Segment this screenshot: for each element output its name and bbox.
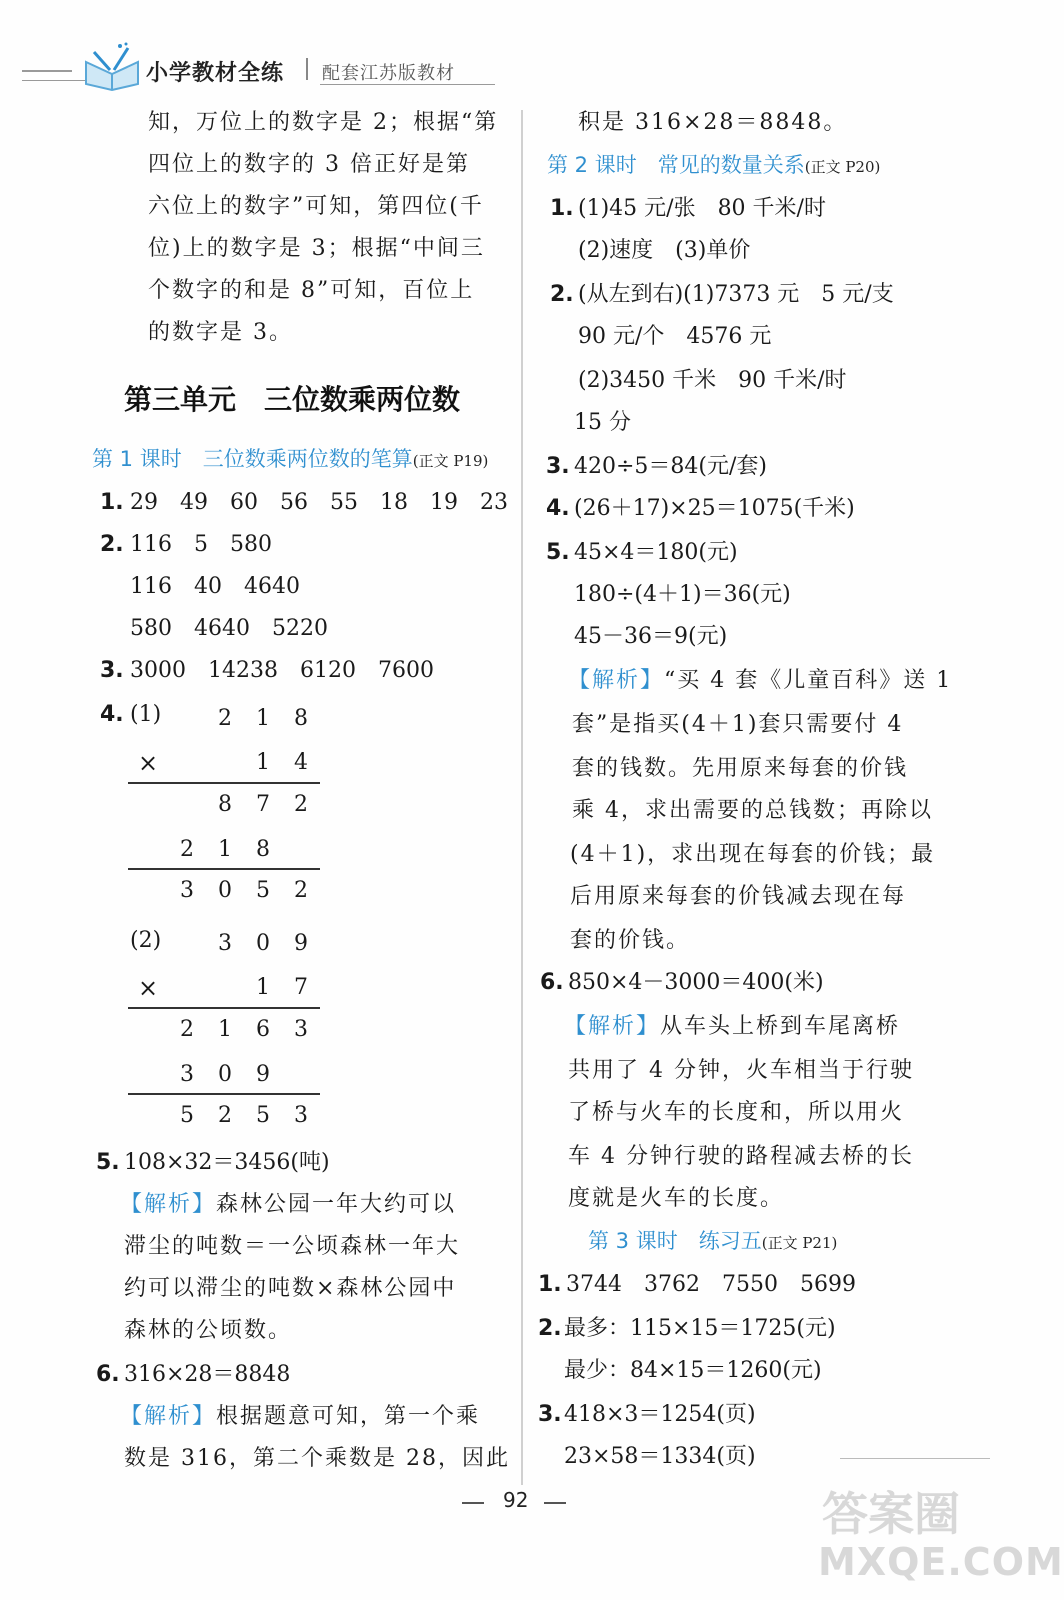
l-q5-analysis-tag: 【解析】 [120,1192,217,1217]
calc1-p1-d1: 8 [218,792,232,817]
calc2-mul-d2: 7 [294,975,308,1000]
r-q5-explanation-line-7: 套的价钱。 [570,928,691,953]
l-q5-explanation-line-3: 约可以滞尘的吨数×森林公园中 [124,1276,457,1301]
lesson-1-ref: (正文 P19) [412,452,489,470]
brand-separator [306,58,308,80]
r-q5-explanation-line-3: 套的钱数。先用原来每套的价钱 [572,756,909,781]
left-cont-line-4: 位)上的数字是 3；根据“中间三 [148,236,485,261]
l-q6-explanation-line-2: 数是 316，第二个乘数是 28，因此 [124,1446,510,1471]
r-q2-line-2: 90 元/个 4576 元 [578,324,772,349]
r-q4-number: 4. [546,496,570,521]
left-cont-line-3: 六位上的数字”可知，第四位(千 [148,194,484,219]
l-q5-explanation-line-2: 滞尘的吨数＝一公顷森林一年大 [124,1234,461,1259]
calc1-p2-d3: 8 [256,837,270,862]
r-q6-number: 6. [540,970,564,995]
calc2-top-d1: 3 [218,931,232,956]
left-cont-line-2: 四位上的数字的 3 倍正好是第 [148,152,470,177]
r-q1-line-2: (2)速度 (3)单价 [578,238,751,263]
page-dash-left [462,1502,484,1504]
lesson-3-title-text: 第 3 课时 练习五 [588,1229,762,1253]
l-q5-explanation-text-1: 森林公园一年大约可以 [216,1192,457,1217]
l-q6-analysis-tag: 【解析】 [120,1404,217,1429]
r-l3-q2-line-1: 最多：115×15＝1725(元) [564,1316,836,1341]
lesson-2-ref: (正文 P20) [804,158,881,176]
r-l3-q2-line-2: 最少：84×15＝1260(元) [564,1358,822,1383]
header-line-left [22,70,72,72]
calc2-res-d3: 5 [256,1103,270,1128]
unit-title: 第三单元 三位数乘两位数 [124,383,461,416]
r-l3-q1-answer: 3744 3762 7550 5699 [566,1272,856,1297]
brand-title: 小学教材全练 [146,61,285,86]
l-q5-explanation-line-4: 森林的公顷数。 [124,1318,293,1343]
calc1-p1-d2: 7 [256,792,270,817]
r-q6-explanation-line-2: 共用了 4 分钟，火车相当于行驶 [568,1058,914,1083]
calc2-times-sign: × [138,974,159,1002]
r-q5-line-2: 180÷(4＋1)＝36(元) [574,582,791,607]
calc1-top-d2: 1 [256,706,270,731]
r-q2-line-4: 15 分 [574,410,631,435]
calc2-rule-2 [128,1093,320,1095]
calc1-rule-1 [128,782,320,784]
left-cont-line-5: 个数字的和是 8”可知，百位上 [148,278,475,303]
l-q2-line-1: 116 5 580 [130,532,272,557]
lesson-2-title-text: 第 2 课时 常见的数量关系 [547,153,805,177]
calc1-res-d2: 0 [218,878,232,903]
r-l3-q2-number: 2. [538,1316,562,1341]
calc2-p1-d2: 1 [218,1017,232,1042]
r-q6-explanation-text-1: 从车头上桥到车尾离桥 [660,1014,901,1039]
calc2-top-d3: 9 [294,931,308,956]
r-q2-number: 2. [550,282,574,307]
r-q2-line-1: (从左到右)(1)7373 元 5 元/支 [578,282,894,307]
lesson-1-title-text: 第 1 课时 三位数乘两位数的笔算 [92,447,413,471]
watermark-url: MXQE.COM [818,1540,1064,1584]
bottom-right-line [840,1458,990,1459]
r-q6-explanation-line-3: 了桥与火车的长度和，所以用火 [568,1100,905,1125]
r-q5-line-3: 45－36＝9(元) [574,624,728,649]
calc2-top-d2: 0 [256,931,270,956]
calc1-p2-d1: 2 [180,837,194,862]
r-q3-answer: 420÷5＝84(元/套) [574,454,767,479]
calc2-res-d4: 3 [294,1103,308,1128]
r-q1-number: 1. [550,196,574,221]
l-q4-part-1-label: (1) [130,702,162,727]
r-q6-analysis-tag: 【解析】 [564,1014,661,1039]
r-l3-q1-number: 1. [538,1272,562,1297]
r-q5-explanation-line-6: 后用原来每套的价钱减去现在每 [570,884,907,909]
calc1-p1-d3: 2 [294,792,308,817]
lesson-1-title [92,446,488,474]
r-q3-number: 3. [546,454,570,479]
calc1-mul-d2: 4 [294,750,308,775]
watermark-logo: 答案圈 [822,1487,960,1541]
calc2-res-d2: 2 [218,1103,232,1128]
l-q2-number: 2. [100,532,124,557]
left-cont-line-1: 知，万位上的数字是 2；根据“第 [148,110,499,135]
lesson-2-title [547,152,880,180]
header-line-right [320,84,495,85]
calc2-res-d1: 5 [180,1103,194,1128]
l-q2-line-3: 580 4640 5220 [130,616,328,641]
calc1-res-d4: 2 [294,878,308,903]
l-q5-number: 5. [96,1150,120,1175]
calc2-rule-1 [128,1007,320,1009]
calc1-mul-d1: 1 [256,750,270,775]
calc2-mul-d1: 1 [256,975,270,1000]
r-l3-q3-line-2: 23×58＝1334(页) [564,1444,756,1469]
brand-subtitle: 配套江苏版教材 [322,63,455,84]
left-cont-line-6: 的数字是 3。 [148,320,293,345]
calc2-p1-d4: 3 [294,1017,308,1042]
calc2-p2-d1: 3 [180,1062,194,1087]
lesson-3-ref: (正文 P21) [761,1234,838,1252]
page-number: 92 [503,1488,529,1512]
calc1-times-sign: × [138,749,159,777]
r-q6-explanation-line-5: 度就是火车的长度。 [568,1186,785,1211]
book-logo-icon [80,40,144,92]
r-q5-explanation-text-1: “买 4 套《儿童百科》送 1 [664,668,953,693]
l-q4-part-2-label: (2) [130,928,162,953]
r-q6-answer: 850×4－3000＝400(米) [568,970,824,995]
calc1-p2-d2: 1 [218,837,232,862]
column-divider [521,110,523,1485]
r-q5-explanation-line-2: 套”是指买(4＋1)套只需要付 4 [572,712,904,737]
calc2-p2-d2: 0 [218,1062,232,1087]
l-q1-number: 1. [100,490,124,515]
r-q5-explanation-line-5: (4＋1)，求出现在每套的价钱；最 [570,842,936,867]
r-q5-line-1: 45×4＝180(元) [574,540,738,565]
calc1-top-d1: 2 [218,706,232,731]
l-q3-answer: 3000 14238 6120 7600 [130,658,434,683]
r-q2-line-3: (2)3450 千米 90 千米/时 [578,368,847,393]
l-q6-explanation-text-1: 根据题意可知，第一个乘 [216,1404,481,1429]
l-q6-number: 6. [96,1362,120,1387]
l-q6-answer: 316×28＝8848 [124,1362,291,1387]
r-q5-number: 5. [546,540,570,565]
calc1-rule-2 [128,868,320,870]
lesson-3-title [588,1228,837,1256]
l-q4-number: 4. [100,702,124,727]
r-q5-explanation-line-4: 乘 4，求出需要的总钱数；再除以 [572,798,933,823]
calc1-res-d3: 5 [256,878,270,903]
r-cont-line: 积是 316×28＝8848。 [578,110,848,135]
calc1-res-d1: 3 [180,878,194,903]
calc2-p2-d3: 9 [256,1062,270,1087]
l-q5-explanation-line-1 [120,1192,456,1218]
page-dash-right [544,1502,566,1504]
r-l3-q3-line-1: 418×3＝1254(页) [564,1402,756,1427]
calc2-p1-d3: 6 [256,1017,270,1042]
l-q1-answer: 29 49 60 56 55 18 19 23 [130,490,508,515]
r-q5-explanation-line-1 [568,668,952,694]
r-q6-explanation-line-1 [564,1014,900,1040]
l-q5-answer: 108×32＝3456(吨) [124,1150,330,1175]
calc1-top-d3: 8 [294,706,308,731]
l-q3-number: 3. [100,658,124,683]
r-q6-explanation-line-4: 车 4 分钟行驶的路程减去桥的长 [568,1144,914,1169]
r-q1-line-1: (1)45 元/张 80 千米/时 [578,196,826,221]
l-q6-explanation-line-1 [120,1404,480,1430]
r-l3-q3-number: 3. [538,1402,562,1427]
l-q2-line-2: 116 40 4640 [130,574,300,599]
calc2-p1-d1: 2 [180,1017,194,1042]
r-q4-answer: (26＋17)×25＝1075(千米) [574,496,855,521]
r-q5-analysis-tag: 【解析】 [568,668,665,693]
